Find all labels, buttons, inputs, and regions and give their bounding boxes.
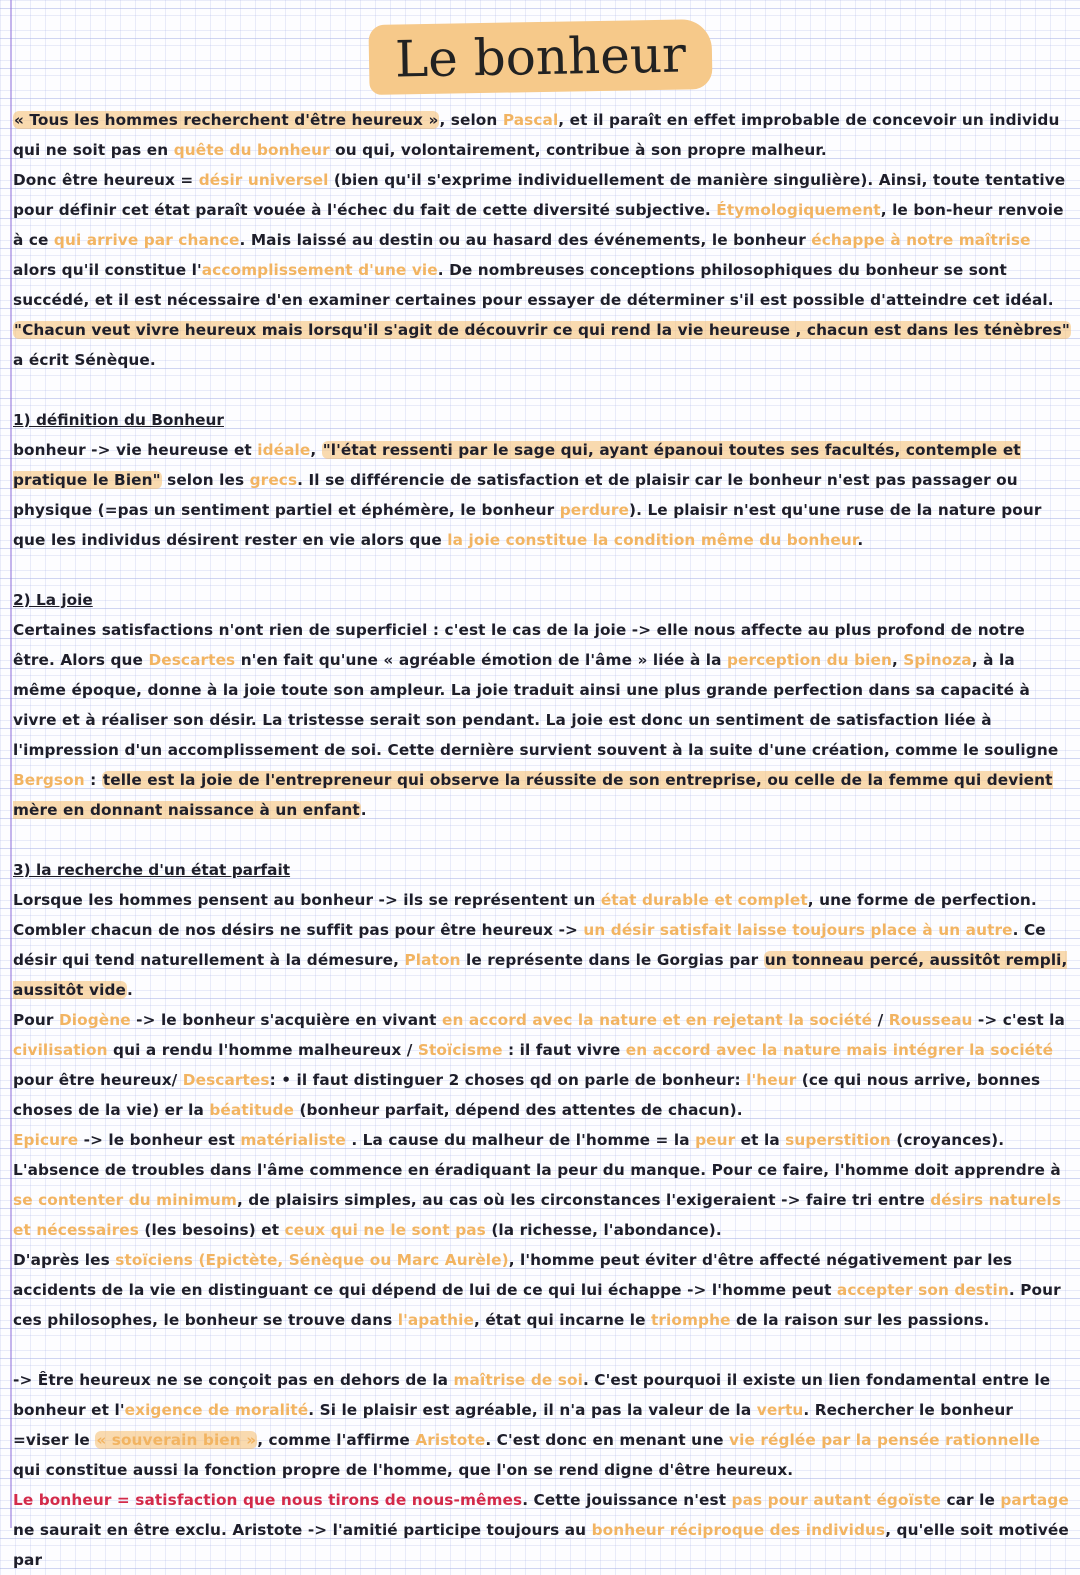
text-run: ,	[891, 651, 904, 669]
text-run: (les besoins) et	[138, 1221, 285, 1239]
highlighted-text: Bergson	[13, 771, 85, 789]
highlighted-text: telle est la joie de l'entrepreneur qui observe la réussite de son entreprise, ou celle de la femme qui devient mère en donnant naissance à un enfant	[13, 771, 1053, 819]
text-run: ou qui, volontairement, contribue à son propre malheur.	[329, 141, 827, 159]
highlighted-text: en accord avec la nature et en rejetant la société	[441, 1011, 873, 1029]
highlighted-text: un désir satisfait laisse toujours place à un autre	[583, 921, 1013, 939]
highlighted-text: Epicure	[13, 1131, 79, 1149]
highlighted-text: vertu	[756, 1401, 804, 1419]
text-run: , de plaisirs simples, au cas où les circonstances l'exigeraient -> faire tri entre	[236, 1191, 931, 1209]
highlighted-text: pas pour autant égoïste	[731, 1491, 942, 1509]
highlighted-text: triomphe	[650, 1311, 731, 1329]
highlighted-text: qui arrive par chance	[53, 231, 240, 249]
text-run: .	[857, 531, 864, 549]
highlighted-text: "l'état ressenti par le sage qui, ayant épanoui toutes ses facultés, contemple et pratique le Bien"	[13, 441, 1021, 489]
text-run: . Cette jouissance n'est	[522, 1491, 732, 1509]
text-run: car le	[941, 1491, 1001, 1509]
highlighted-text: grecs	[249, 471, 298, 489]
section-2-body	[13, 615, 1071, 825]
highlighted-text: quête du bonheur	[173, 141, 330, 159]
highlighted-text: accomplissement d'une vie	[201, 261, 438, 279]
highlighted-text: accepter son destin	[836, 1281, 1009, 1299]
highlighted-text: Platon	[404, 951, 461, 969]
text-run: a écrit Sénèque.	[13, 351, 156, 369]
text-run: , qu'elle soit motivée par	[13, 1521, 1069, 1569]
highlighted-text: "Chacun veut vivre heureux mais lorsqu'il s'agit de découvrir ce qui rend la vie heureuse , chacun est dans les ténèbres"	[14, 321, 1070, 339]
text-run: , comme l'affirme	[257, 1431, 416, 1449]
intro-paragraph	[13, 105, 1071, 375]
text-run: et la	[735, 1131, 786, 1149]
notes-page	[13, 105, 1071, 1575]
highlighted-text: l'apathie	[397, 1311, 474, 1329]
highlighted-text: l'heur	[746, 1071, 797, 1089]
text-run: . Il se différencie de satisfaction et de plaisir car le bonheur n'est pas passager ou physique (=pas un sentiment partiel et éphémère, le bonheur	[13, 471, 1018, 519]
highlighted-text: Diogène	[58, 1011, 131, 1029]
highlighted-text: Rousseau	[888, 1011, 973, 1029]
highlighted-text: béatitude	[209, 1101, 295, 1119]
text-run: ,	[310, 441, 322, 459]
highlighted-text: maîtrise de soi	[453, 1371, 583, 1389]
text-run: Certaines satisfactions n'ont rien de superficiel : c'est le cas de la joie -> elle nous affecte au plus profond de notre être. Alors que	[13, 621, 1025, 669]
highlighted-text: « souverain bien »	[96, 1431, 257, 1449]
highlighted-text: civilisation	[13, 1041, 108, 1059]
highlighted-text: Étymologiquement	[716, 201, 881, 219]
text-run: -> c'est la	[972, 1011, 1065, 1029]
highlighted-text: Stoïcisme	[417, 1041, 503, 1059]
text-run: alors qu'il constitue l'	[13, 261, 202, 279]
text-run: n'en fait qu'une « agréable émotion de l'âme » liée à la	[235, 651, 727, 669]
text-run: /	[872, 1011, 889, 1029]
text-run: . Ce désir qui tend naturellement à la démesure,	[13, 921, 1046, 969]
text-run: (bien qu'il s'exprime individuellement de manière singulière). Ainsi, toute tentative pour définir cet état paraît vouée à l'échec du fait de cette diversité subjective.	[13, 171, 1066, 219]
highlighted-text: « Tous les hommes recherchent d'être heureux »	[14, 111, 439, 129]
text-run: (croyances). L'absence de troubles dans l'âme commence en éradiquant la peur du manque. Pour ce faire, l'homme doit apprendre à	[13, 1131, 1061, 1179]
highlighted-text: un tonneau percé, aussitôt rempli, aussitôt vide	[13, 951, 1068, 999]
section-1-body	[13, 435, 1071, 555]
text-run: . C'est pourquoi il existe un lien fondamental entre le bonheur et l'	[13, 1371, 1051, 1419]
text-run: D'après les	[13, 1251, 116, 1269]
text-run: bonheur -> vie heureuse et	[13, 441, 258, 459]
highlighted-text: superstition	[785, 1131, 891, 1149]
text-run: . De nombreuses conceptions philosophiques du bonheur se sont succédé, et il est nécessaire d'en examiner certaines pour essayer de déterminer s'il est possible d'atteindre cet idéal.	[13, 261, 1054, 309]
highlighted-text: désir universel	[198, 171, 329, 189]
highlighted-text: matérialiste	[240, 1131, 346, 1149]
text-run: selon les	[161, 471, 250, 489]
highlighted-text: Le bonheur = satisfaction que nous tirons de nous-mêmes	[13, 1491, 523, 1509]
text-run: . Mais laissé au destin ou au hasard des événements, le bonheur	[239, 231, 812, 249]
text-run: , et il paraît en effet improbable de concevoir un individu qui ne soit pas en	[13, 111, 1060, 159]
highlighted-text: Pascal	[502, 111, 559, 129]
page-title: Le bonheur	[368, 19, 712, 95]
text-run: . Pour ces philosophes, le bonheur se trouve dans	[13, 1281, 1061, 1329]
text-run: ne saurait en être exclu. Aristote -> l'amitié participe toujours au	[13, 1521, 592, 1539]
highlighted-text: désirs naturels et nécessaires	[13, 1191, 1062, 1239]
text-run: qui a rendu l'homme malheureux /	[107, 1041, 418, 1059]
highlighted-text: vie réglée par la pensée rationnelle	[729, 1431, 1041, 1449]
highlighted-text: se contenter du minimum	[13, 1191, 237, 1209]
text-run: , une forme de perfection. Combler chacun de nos désirs ne suffit pas pour être heureux ->	[13, 891, 1037, 939]
text-run: , selon	[439, 111, 503, 129]
text-run: Pour	[13, 1011, 59, 1029]
highlighted-text: ceux qui ne le sont pas	[284, 1221, 486, 1239]
text-run: ). Le plaisir n'est qu'une ruse de la nature pour que les individus désirent rester en vie alors que	[13, 501, 1042, 549]
highlighted-text: Descartes	[148, 651, 236, 669]
text-run: .	[126, 981, 133, 999]
section-3-heading: 3) la recherche d'un état parfait	[13, 861, 291, 879]
text-run: . C'est donc en menant une	[485, 1431, 730, 1449]
text-run: . Rechercher le bonheur =viser le	[13, 1401, 1014, 1449]
text-run: .	[360, 801, 367, 819]
highlighted-text: stoïciens (Epictète, Sénèque ou Marc Aurèle)	[115, 1251, 509, 1269]
conclusion-paragraph	[13, 1365, 1071, 1575]
text-run: (bonheur parfait, dépend des attentes de chacun).	[294, 1101, 743, 1119]
highlighted-text: Descartes	[182, 1071, 270, 1089]
text-run: qui constitue aussi la fonction propre de l'homme, que l'on se rend digne d'être heureux.	[13, 1461, 794, 1479]
text-run: -> le bonheur s'acquière en vivant	[130, 1011, 442, 1029]
highlighted-text: partage	[1000, 1491, 1069, 1509]
highlighted-text: Aristote	[415, 1431, 486, 1449]
title-area	[0, 22, 1080, 102]
text-run: :	[84, 771, 102, 789]
text-run: pour être heureux/	[13, 1071, 183, 1089]
highlighted-text: perception du bien	[726, 651, 892, 669]
highlighted-text: état durable et complet	[600, 891, 808, 909]
text-run: , le bon-heur renvoie à ce	[13, 201, 1064, 249]
text-run: : il faut vivre	[502, 1041, 626, 1059]
highlighted-text: échappe à notre maîtrise	[811, 231, 1031, 249]
text-run: , état qui incarne le	[473, 1311, 651, 1329]
highlighted-text: exigence de moralité	[124, 1401, 309, 1419]
text-run: . Si le plaisir est agréable, il n'a pas la valeur de la	[308, 1401, 757, 1419]
text-run: de la raison sur les passions.	[730, 1311, 990, 1329]
text-run: -> le bonheur est	[78, 1131, 241, 1149]
text-run: (ce qui nous arrive, bonnes choses de la vie) er la	[13, 1071, 1041, 1119]
text-run: , l'homme peut éviter d'être affecté négativement par les accidents de la vie en distinguant ce qui dépend de lui de ce qui lui échappe -> l'homme peut	[13, 1251, 1013, 1299]
text-run: (la richesse, l'abondance).	[485, 1221, 722, 1239]
text-run: , à la même époque, donne à la joie toute son ampleur. La joie traduit ainsi une plus grande perfection dans sa capacité à vivre et à réaliser son désir. La tristesse serait son pendant. La joie est donc un sentiment de satisfaction liée à l'impression d'un accomplissement de soi. Cette dernière survient souvent à la suite d'une création, comme le souligne	[13, 651, 1059, 759]
section-1-heading: 1) définition du Bonheur	[13, 411, 224, 429]
highlighted-text: en accord avec la nature mais intégrer la société	[625, 1041, 1054, 1059]
text-run: : • il faut distinguer 2 choses qd on parle de bonheur:	[269, 1071, 747, 1089]
text-run: . La cause du malheur de l'homme = la	[345, 1131, 696, 1149]
text-run: Donc être heureux =	[13, 171, 199, 189]
text-run: -> Être heureux ne se conçoit pas en dehors de la	[13, 1371, 454, 1389]
highlighted-text: la joie constitue la condition même du bonheur	[447, 531, 858, 549]
text-run: le représente dans le Gorgias par	[460, 951, 764, 969]
highlighted-text: Spinoza	[903, 651, 972, 669]
text-run: Lorsque les hommes pensent au bonheur -> ils se représentent un	[13, 891, 601, 909]
highlighted-text: bonheur réciproque des individus	[591, 1521, 886, 1539]
highlighted-text: perdure	[559, 501, 630, 519]
section-2-heading: 2) La joie	[13, 591, 93, 609]
highlighted-text: idéale	[257, 441, 311, 459]
section-3-body	[13, 885, 1071, 1335]
highlighted-text: peur	[695, 1131, 736, 1149]
